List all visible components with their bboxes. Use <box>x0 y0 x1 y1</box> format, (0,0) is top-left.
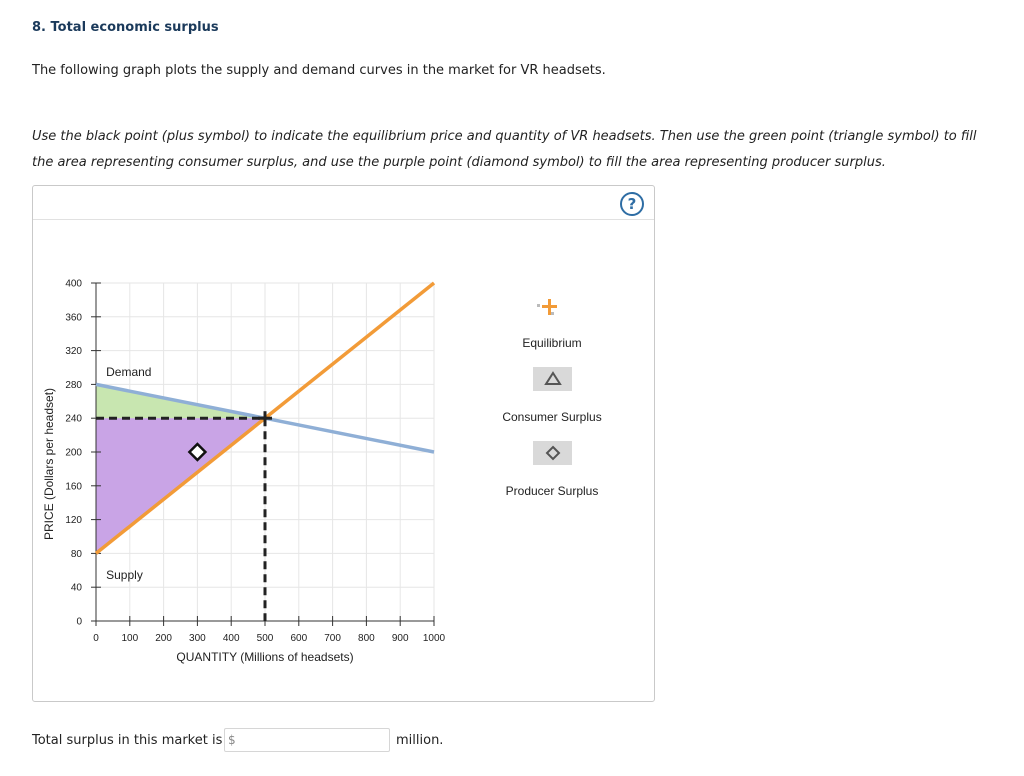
x-tick-label: 0 <box>93 633 99 644</box>
y-tick-label: 360 <box>65 312 82 324</box>
legend-consumer-surplus-label: Consumer Surplus <box>502 410 602 424</box>
y-tick-label: 160 <box>65 481 82 493</box>
x-tick-label: 100 <box>121 633 139 644</box>
y-tick-label: 320 <box>65 346 82 358</box>
y-tick-label: 200 <box>65 447 82 459</box>
x-tick-label: 700 <box>324 633 341 644</box>
y-tick-label: 80 <box>70 548 82 560</box>
equilibrium-plus-icon <box>537 299 557 315</box>
legend-equilibrium-label: Equilibrium <box>522 336 582 350</box>
consumer-surplus-button[interactable] <box>533 367 572 391</box>
page-title: 8. Total economic surplus <box>32 20 219 35</box>
x-tick-label: 1000 <box>422 633 446 644</box>
x-tick-label: 200 <box>155 633 172 644</box>
y-tick-label: 40 <box>70 582 82 594</box>
million-unit-label: million. <box>396 733 444 748</box>
y-tick-label: 280 <box>65 379 82 391</box>
x-tick-label: 800 <box>358 633 375 644</box>
x-tick-label: 600 <box>290 633 308 644</box>
plus-horizontal-bar <box>258 417 272 420</box>
total-surplus-input[interactable] <box>224 728 390 752</box>
legend-producer-surplus-label: Producer Surplus <box>505 484 599 498</box>
graph-panel <box>32 185 655 702</box>
instructions-text: Use the black point (plus symbol) to indicate the equilibrium price and quantity of VR headsets. Then use the green point (triangle symbol) to fill the area representing consumer surplus, and use the purple point (diamond symbol) to fill the area representing producer surplus. <box>32 129 977 170</box>
producer-surplus-tool[interactable] <box>533 441 572 465</box>
help-icon[interactable]: ? <box>620 192 644 216</box>
y-tick-label: 240 <box>65 413 82 425</box>
x-tick-label: 300 <box>189 633 206 644</box>
equilibrium-tool[interactable] <box>537 299 557 315</box>
supply-label: Supply <box>106 567 143 582</box>
consumer-surplus-tool[interactable] <box>533 367 572 391</box>
supply-demand-chart[interactable] <box>33 186 654 701</box>
y-tick-label: 120 <box>65 515 82 527</box>
intro-text: The following graph plots the supply and demand curves in the market for VR headsets. <box>32 63 606 78</box>
y-axis-title: PRICE (Dollars per headset) <box>42 387 56 541</box>
total-surplus-prompt: Total surplus in this market is <box>32 733 223 748</box>
dollar-sign: $ <box>228 733 236 747</box>
y-tick-label: 0 <box>76 616 82 628</box>
producer-surplus-button[interactable] <box>533 441 572 465</box>
y-tick-label: 400 <box>65 278 82 290</box>
x-tick-label: 500 <box>256 633 274 644</box>
demand-label: Demand <box>106 364 152 379</box>
x-axis-title: QUANTITY (Millions of headsets) <box>176 650 354 664</box>
x-tick-label: 900 <box>391 633 409 644</box>
x-tick-label: 400 <box>222 633 240 644</box>
